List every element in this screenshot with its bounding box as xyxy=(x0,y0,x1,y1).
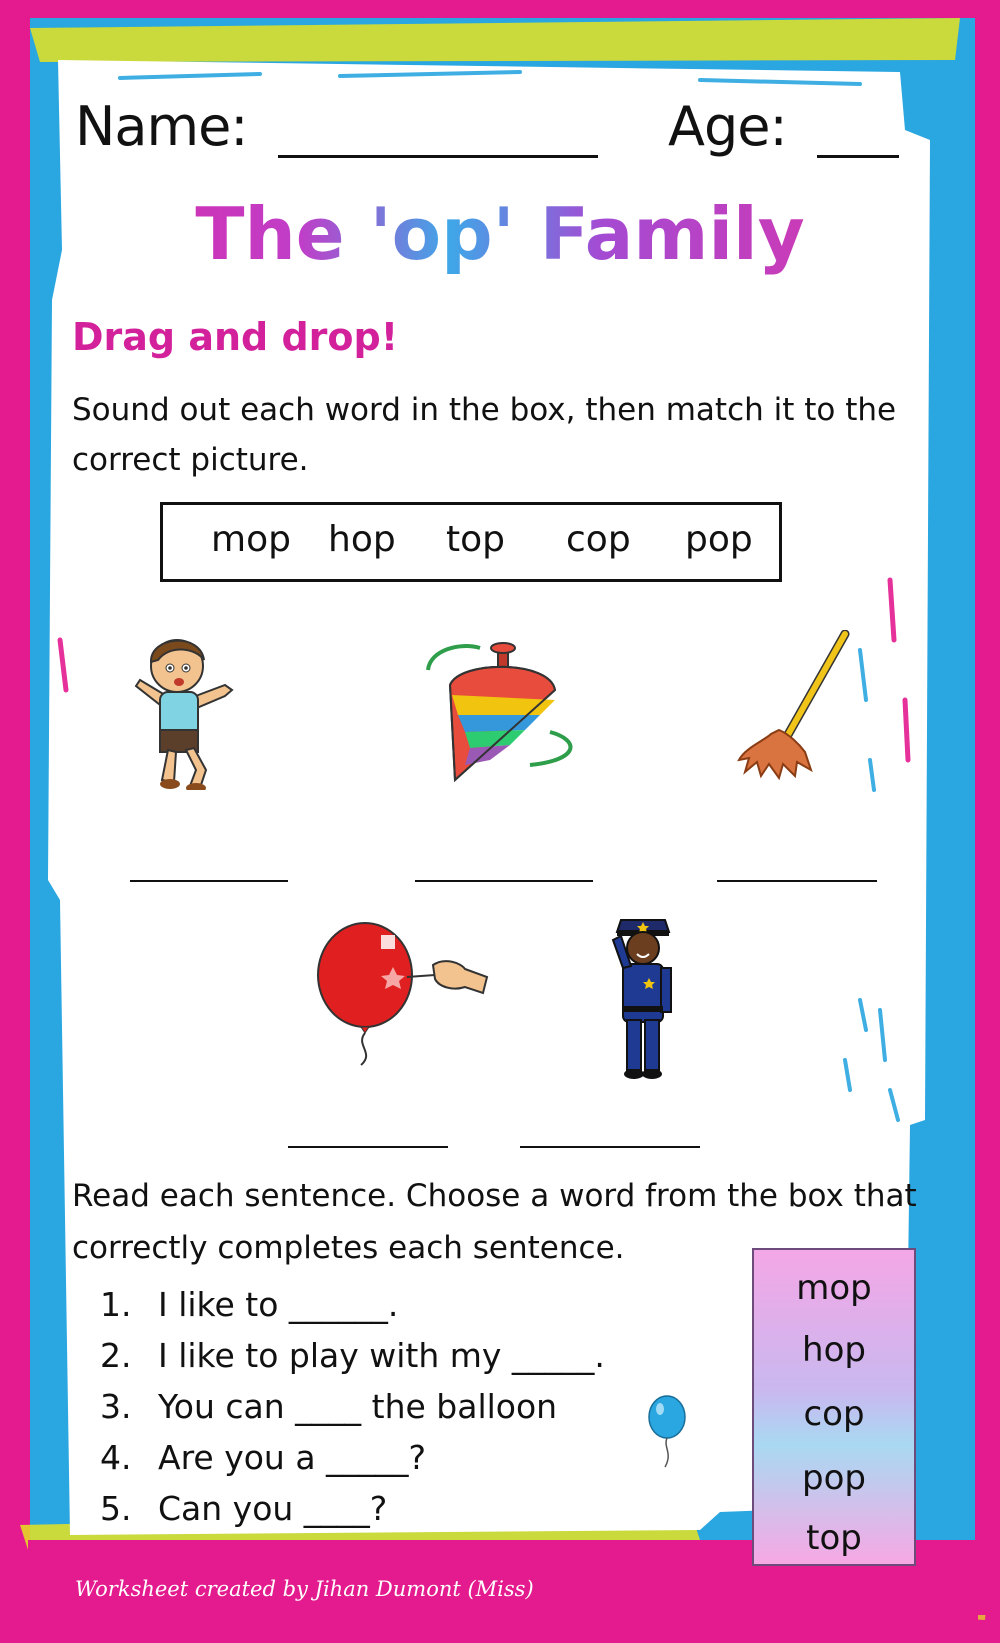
footer-credit: Worksheet created by Jihan Dumont (Miss) xyxy=(75,1577,534,1601)
side-word-top[interactable]: top xyxy=(806,1518,862,1558)
sentence-item xyxy=(100,1336,605,1375)
sentence-number: 5. xyxy=(100,1489,132,1528)
answer-line[interactable] xyxy=(415,878,593,882)
sentence-number: 2. xyxy=(100,1336,132,1375)
boy-hopping-icon xyxy=(130,630,240,790)
sentence-text[interactable]: I like to ______. xyxy=(158,1285,399,1324)
answer-line[interactable] xyxy=(288,1144,448,1148)
answer-line[interactable] xyxy=(130,878,288,882)
instruction-text-2: Read each sentence. Choose a word from the box that correctly completes each sentence. xyxy=(72,1178,917,1266)
answer-line[interactable] xyxy=(520,1144,700,1148)
word-pop[interactable]: pop xyxy=(685,519,753,560)
side-word-pop[interactable]: pop xyxy=(802,1458,866,1498)
sentence-text[interactable]: Can you ____? xyxy=(158,1489,388,1528)
sentence-text[interactable]: You can ____ the balloon xyxy=(158,1387,558,1426)
word-top[interactable]: top xyxy=(446,519,505,560)
word-hop[interactable]: hop xyxy=(328,519,396,560)
age-label: Age: xyxy=(668,95,787,158)
balloon-pop-icon xyxy=(315,915,495,1075)
instruction-text-1: Sound out each word in the box, then match it to the correct picture. xyxy=(72,392,897,478)
drag-drop-heading: Drag and drop! xyxy=(72,315,399,359)
sentence-number: 1. xyxy=(100,1285,132,1324)
sentence-number: 4. xyxy=(100,1438,132,1477)
word-mop[interactable]: mop xyxy=(211,519,291,560)
name-label: Name: xyxy=(75,95,248,158)
age-blank[interactable] xyxy=(817,105,899,158)
sentence-text[interactable]: I like to play with my _____. xyxy=(158,1336,605,1375)
spinning-top-icon xyxy=(420,640,590,790)
sentence-item xyxy=(100,1387,557,1426)
side-word-mop[interactable]: mop xyxy=(796,1268,872,1308)
side-word-box xyxy=(752,1248,916,1566)
sentence-item xyxy=(100,1489,387,1528)
word-cop[interactable]: cop xyxy=(566,519,631,560)
name-blank[interactable] xyxy=(278,105,598,158)
mop-icon xyxy=(735,630,855,790)
sentence-item xyxy=(100,1438,426,1477)
answer-line[interactable] xyxy=(717,878,877,882)
police-officer-icon xyxy=(605,910,685,1085)
blue-balloon-icon xyxy=(645,1395,690,1470)
side-word-cop[interactable]: cop xyxy=(803,1394,865,1434)
page-title: The 'op' Family xyxy=(0,192,1000,276)
word-box xyxy=(160,502,782,582)
sentence-number: 3. xyxy=(100,1387,132,1426)
sentence-item xyxy=(100,1285,398,1324)
sentence-text[interactable]: Are you a _____? xyxy=(158,1438,427,1477)
side-word-hop[interactable]: hop xyxy=(802,1330,866,1370)
name-age-row xyxy=(75,95,899,158)
